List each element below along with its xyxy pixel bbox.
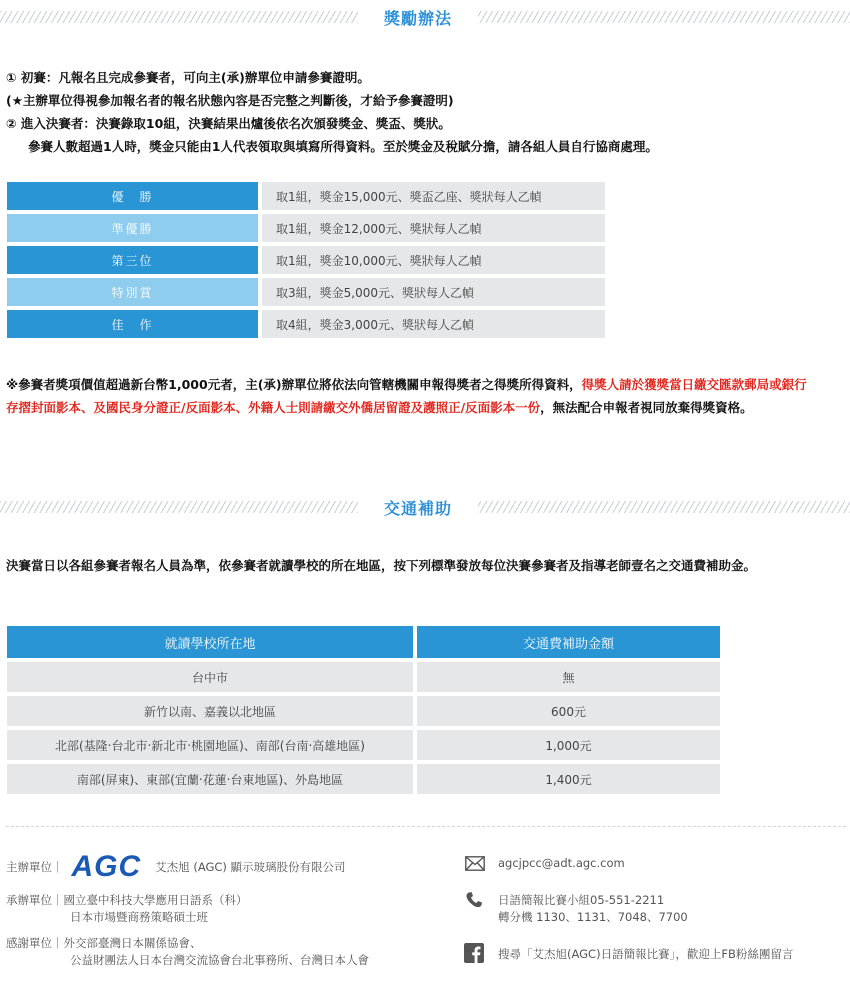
column-header: 就讀學校所在地 <box>7 626 413 658</box>
transport-section-header <box>0 497 850 517</box>
amount-cell: 無 <box>417 662 720 692</box>
table-row <box>7 696 720 726</box>
tax-note-text: ※參賽者獎項價值超過新台幣1,000元者，主(承)辦單位將依法向管轄機關申報得獎者之得獎所得資料， <box>6 377 582 392</box>
table-row <box>7 278 605 306</box>
facebook-text: 搜尋「艾杰旭(AGC)日語簡報比賽」，歡迎上FB粉絲團留言 <box>498 947 794 961</box>
mail-icon <box>465 856 485 875</box>
region-cell: 北部(基隆‧台北市‧新北市‧桃園地區)、南部(台南‧高雄地區) <box>7 730 413 760</box>
tax-note-tail: ，無法配合申報者視同放棄得獎資格。 <box>540 400 753 415</box>
prize-label: 特別賞 <box>7 278 258 306</box>
amount-cell: 1,000元 <box>417 730 720 760</box>
rule-line: (★主辦單位得視參加報名者的報名狀態內容是否完整之判斷後，才給予參賽證明) <box>6 93 454 108</box>
thanks-units <box>6 935 369 969</box>
region-cell: 新竹以南、嘉義以北地區 <box>7 696 413 726</box>
facebook-icon[interactable] <box>464 943 484 967</box>
thanks-line: 公益財團法人日本台灣交流協會台北事務所、台灣日本人會 <box>70 953 369 967</box>
organizer-name: 艾杰旭 (AGC) 顯示玻璃股份有限公司 <box>155 859 346 874</box>
transport-table <box>3 622 724 798</box>
co-organizer <box>6 892 248 926</box>
prize-detail: 取1組，獎金15,000元、獎盃乙座、獎狀每人乙幀 <box>262 182 605 210</box>
organizer-row <box>6 852 346 882</box>
prize-detail: 取4組，獎金3,000元、獎狀每人乙幀 <box>262 310 605 338</box>
prize-detail: 取1組，獎金12,000元、獎狀每人乙幀 <box>262 214 605 242</box>
prize-detail: 取3組，獎金5,000元、獎狀每人乙幀 <box>262 278 605 306</box>
tax-note <box>6 373 816 419</box>
award-rules <box>6 66 658 158</box>
tax-note-required-docs: 得獎人請於獲獎當日繳交匯款郵局或銀行存摺封面影本、及國民身分證正/反面影本、外籍人士則請繳交外僑居留證及護照正/反面影本一份 <box>6 377 807 415</box>
prize-label: 第三位 <box>7 246 258 274</box>
table-row <box>7 662 720 692</box>
rule-line: 參賽人數超過1人時，獎金只能由1人代表領取與填寫所得資料。至於獎金及稅賦分擔，請各組人員自行協商處理。 <box>28 139 658 154</box>
phone-line: 日語簡報比賽小組05-551-2211 <box>498 893 665 907</box>
table-row <box>7 764 720 794</box>
co-organizer-label: 承辦單位｜ <box>6 893 64 907</box>
email-link[interactable]: agcjpcc@adt.agc.com <box>498 856 625 870</box>
co-organizer-line: 日本市場暨商務策略碩士班 <box>70 910 208 924</box>
prize-label: 準優勝 <box>7 214 258 242</box>
co-organizer-line: 國立臺中科技大學應用日語系（科） <box>63 893 248 907</box>
prize-label: 優 勝 <box>7 182 258 210</box>
award-section-title: 獎勵辦法 <box>384 8 453 28</box>
hatch-divider-left <box>0 11 358 23</box>
rule-line: ① 初賽：凡報名且完成參賽者，可向主(承)辦單位申請參賽證明。 <box>6 70 370 85</box>
phone-line: 轉分機 1130、1131、7048、7700 <box>498 910 688 924</box>
table-row <box>7 214 605 242</box>
prize-label: 佳 作 <box>7 310 258 338</box>
thanks-line: 外交部臺灣日本關係協會、 <box>63 936 202 950</box>
prize-detail: 取1組，獎金10,000元、獎狀每人乙幀 <box>262 246 605 274</box>
table-row <box>7 730 720 760</box>
column-header: 交通費補助金額 <box>417 626 720 658</box>
table-header-row <box>7 626 720 658</box>
table-row <box>7 246 605 274</box>
footer-divider <box>6 826 846 827</box>
region-cell: 台中市 <box>7 662 413 692</box>
organizer-label: 主辦單位｜ <box>6 859 64 874</box>
phone-info <box>498 892 688 926</box>
table-row <box>7 182 605 210</box>
region-cell: 南部(屏東)、東部(宜蘭‧花蓮‧台東地區)、外島地區 <box>7 764 413 794</box>
table-row <box>7 310 605 338</box>
thanks-label: 感謝單位｜ <box>6 936 64 950</box>
hatch-divider-right <box>478 11 850 23</box>
hatch-divider-left <box>0 501 358 513</box>
prize-table <box>3 178 609 342</box>
award-section-header <box>0 7 850 27</box>
phone-icon <box>465 891 483 913</box>
amount-cell: 1,400元 <box>417 764 720 794</box>
amount-cell: 600元 <box>417 696 720 726</box>
transport-section-title: 交通補助 <box>384 498 453 518</box>
rule-line: ② 進入決賽者：決賽錄取10組，決賽結果出爐後依名次頒發獎金、獎盃、獎狀。 <box>6 116 451 131</box>
hatch-divider-right <box>478 501 850 513</box>
transport-intro: 決賽當日以各組參賽者報名人員為準，依參賽者就讀學校的所在地區，按下列標準發放每位決賽參賽者及指導老師壹名之交通費補助金。 <box>6 558 757 573</box>
agc-logo: AGC <box>71 850 142 883</box>
